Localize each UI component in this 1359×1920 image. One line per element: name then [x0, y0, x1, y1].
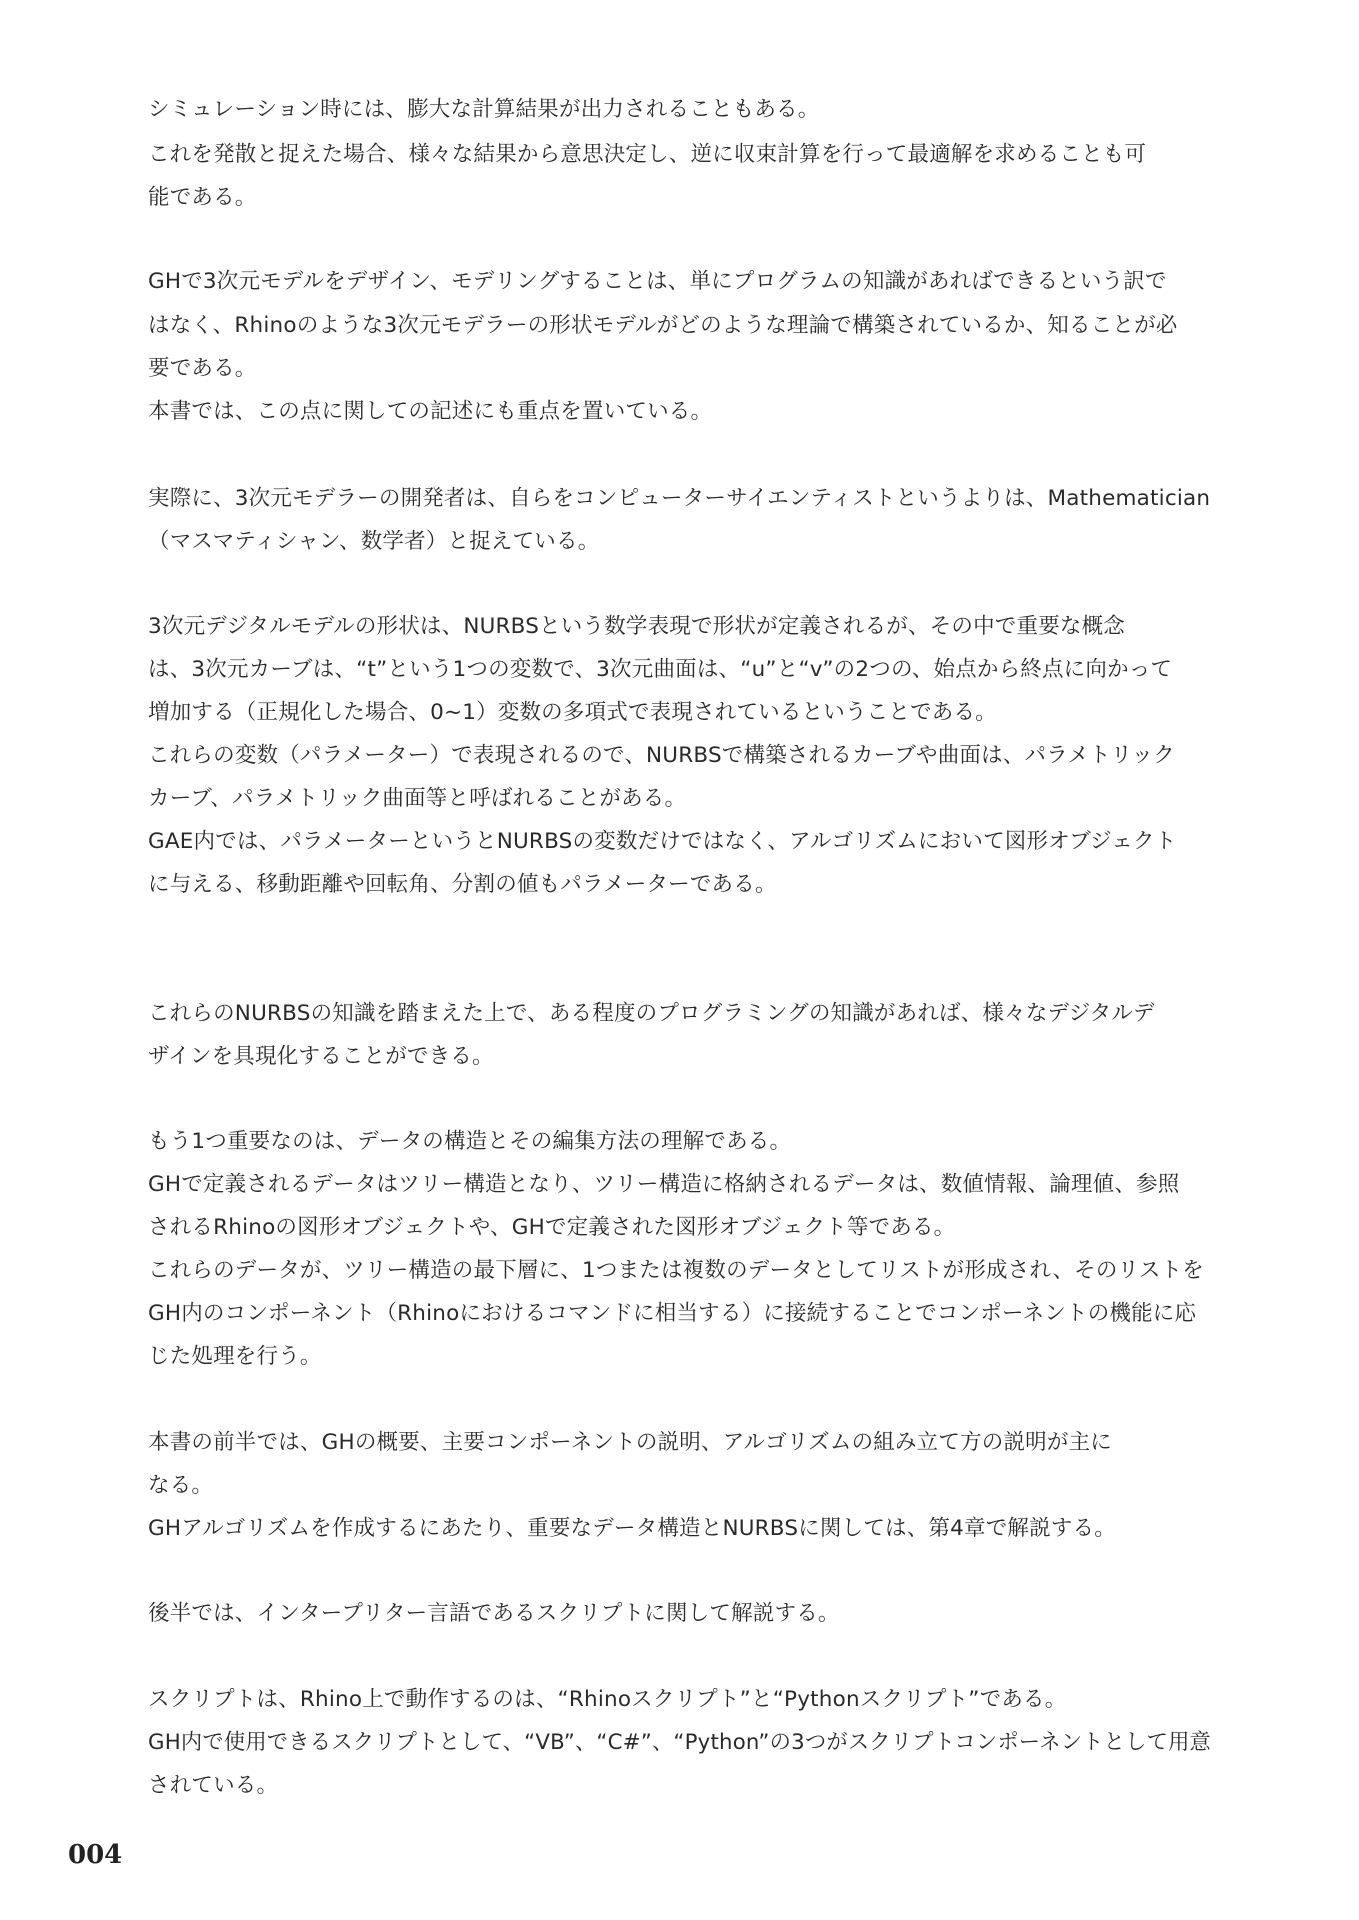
body-line: GHで定義されるデータはツリー構造となり、ツリー構造に格納されるデータは、数値情報、論理値、参照 — [148, 1172, 1180, 1197]
body-line: これらの変数（パラメーター）で表現されるので、NURBSで構築されるカーブや曲面は、パラメトリック — [148, 743, 1175, 768]
body-line: ザインを具現化することができる。 — [148, 1044, 494, 1069]
body-line: 増加する（正規化した場合、0~1）変数の多項式で表現されているということである。 — [148, 700, 997, 725]
body-line: 要である。 — [148, 356, 257, 381]
body-line: （マスマティシャン、数学者）と捉えている。 — [148, 529, 600, 554]
body-line: もう1つ重要なのは、データの構造とその編集方法の理解である。 — [148, 1129, 792, 1154]
body-line: スクリプトは、Rhino上で動作するのは、“Rhinoスクリプト”と“Pythonスクリプト”である。 — [148, 1687, 1067, 1712]
body-line: これを発散と捉えた場合、様々な結果から意思決定し、逆に収束計算を行って最適解を求めることも可 — [148, 142, 1147, 167]
body-line: これらのNURBSの知識を踏まえた上で、ある程度のプログラミングの知識があれば、様々なデジタルデ — [148, 1001, 1155, 1026]
body-line: GH内で使用できるスクリプトとして、“VB”、“C#”、“Python”の3つがスクリプトコンポーネントとして用意 — [148, 1730, 1212, 1755]
body-line: GHアルゴリズムを作成するにあたり、重要なデータ構造とNURBSに関しては、第4章で解説する。 — [148, 1516, 1116, 1541]
body-line: GH内のコンポーネント（Rhinoにおけるコマンドに相当する）に接続することでコンポーネントの機能に応 — [148, 1301, 1197, 1326]
body-line: カーブ、パラメトリック曲面等と呼ばれることがある。 — [148, 786, 687, 811]
body-line: 後半では、インタープリター言語であるスクリプトに関して解説する。 — [148, 1601, 840, 1626]
body-line: GAE内では、パラメーターというとNURBSの変数だけではなく、アルゴリズムにおいて図形オブジェクト — [148, 829, 1177, 854]
body-line: されるRhinoの図形オブジェクトや、GHで定義された図形オブジェクト等である。 — [148, 1215, 956, 1240]
body-line: 本書の前半では、GHの概要、主要コンポーネントの説明、アルゴリズムの組み立て方の説明が主に — [148, 1430, 1112, 1455]
body-line: 実際に、3次元モデラーの開発者は、自らをコンピューターサイエンティストというよりは、Mathematician — [148, 486, 1211, 511]
body-line: じた処理を行う。 — [148, 1344, 322, 1369]
body-line: 能である。 — [148, 185, 257, 210]
body-line: 本書では、この点に関しての記述にも重点を置いている。 — [148, 399, 713, 424]
body-line: されている。 — [148, 1773, 279, 1798]
body-line: はなく、Rhinoのような3次元モデラーの形状モデルがどのような理論で構築されているか、知ることが必 — [148, 313, 1178, 338]
body-line: GHで3次元モデルをデザイン、モデリングすることは、単にプログラムの知識があればできるという訳で — [148, 269, 1167, 294]
body-line: は、3次元カーブは、“t”という1つの変数で、3次元曲面は、“u”と“v”の2つの、始点から終点に向かって — [148, 657, 1173, 682]
page-number: 004 — [68, 1840, 123, 1870]
body-line: に与える、移動距離や回転角、分割の値もパラメーターである。 — [148, 872, 777, 897]
body-line: これらのデータが、ツリー構造の最下層に、1つまたは複数のデータとしてリストが形成され、そのリストを — [148, 1258, 1204, 1283]
body-line: なる。 — [148, 1473, 214, 1498]
body-line: シミュレーション時には、膨大な計算結果が出力されることもある。 — [148, 97, 820, 122]
body-line: 3次元デジタルモデルの形状は、NURBSという数学表現で形状が定義されるが、その中で重要な概念 — [148, 614, 1125, 639]
